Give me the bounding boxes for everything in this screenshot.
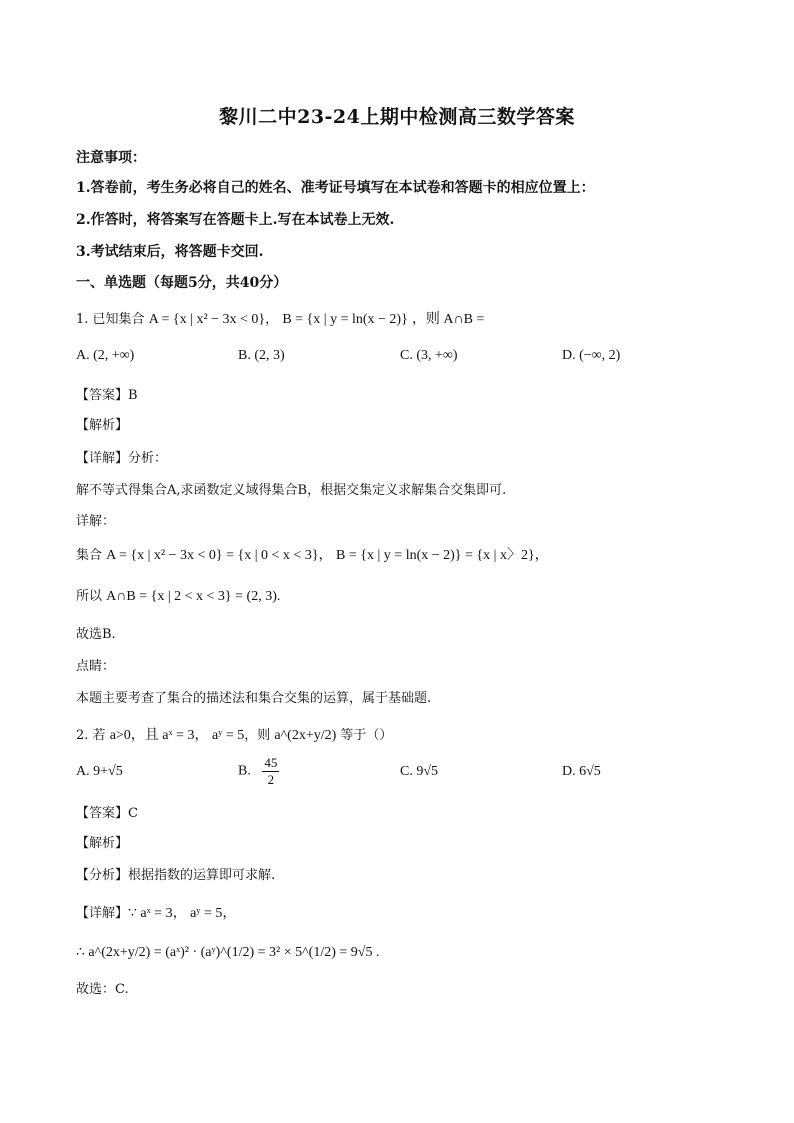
q1-comma: ，: [265, 312, 279, 327]
q1-detail-text: 解不等式得集合A,求函数定义域得集合B，根据交集定义求解集合交集即可.: [76, 483, 507, 498]
q1-line1-math: A = {x | x² − 3x < 0} = {x | 0 < x < 3}， B = {x | y = ln(x − 2)} = {x | x〉2}，: [106, 548, 549, 563]
section-heading: 一、单选题（每题5分，共40分）: [76, 275, 288, 291]
q1-option-c: C. (3, +∞): [400, 348, 458, 363]
q1-conclusion: 故选B.: [76, 627, 116, 642]
q1-answer: 【答案】B: [76, 388, 138, 403]
q2-option-b: [238, 755, 279, 788]
q1-set-a: A = {x | x² − 3x < 0}: [148, 312, 266, 327]
q2-option-b-denominator: 2: [267, 772, 275, 787]
q1-line1: [76, 544, 549, 564]
q2-stem: [76, 724, 392, 744]
page-title: 黎川二中23-24上期中检测高三数学答案: [219, 106, 575, 128]
q2-prefix: 2. 若: [76, 728, 106, 743]
q1-line2: [76, 585, 280, 605]
q1-xiangjie: 详解：: [76, 514, 116, 529]
q1-ask: ，则 A∩B =: [411, 312, 485, 327]
q1-comment-text: 本题主要考查了集合的描述法和集合交集的运算，属于基础题.: [76, 691, 432, 706]
q2-option-c: C. 9√5: [400, 764, 439, 779]
q2-answer: 【答案】C: [76, 806, 138, 821]
q1-option-b: B. (2, 3): [238, 348, 285, 363]
q1-set-b: B = {x | y = ln(x − 2)}: [282, 312, 408, 327]
q1-comment-label: 点睛：: [76, 659, 116, 674]
notice-item-3: 3.考试结束后，将答题卡交回.: [76, 244, 264, 260]
q1-analysis-label: 【解析】: [76, 418, 129, 433]
q1-option-d: D. (−∞, 2): [562, 348, 621, 363]
q1-line2-prefix: 所以: [76, 589, 103, 604]
q1-line1-prefix: 集合: [76, 548, 103, 563]
q2-ask-suffix: 等于（）: [340, 728, 393, 743]
q2-option-a: A. 9+√5: [76, 764, 123, 779]
q1-option-a: A. (2, +∞): [76, 348, 135, 363]
q2-derivation: ∴ a^(2x+y/2) = (aˣ)² · (aʸ)^(1/2) = 3² × 5^(1/2) = 9√5 .: [76, 945, 380, 960]
q2-detail-given: ∵ aˣ = 3， aʸ = 5，: [128, 906, 237, 921]
q2-analysis-label: 【解析】: [76, 836, 129, 851]
q1-prefix: 1. 已知集合: [76, 312, 145, 327]
notice-heading: 注意事项：: [76, 150, 146, 166]
notice-item-2: 2.作答时，将答案写在答题卡上.写在本试卷上无效.: [76, 212, 395, 228]
q1-detail-label: 【详解】分析：: [76, 451, 168, 466]
q1-line2-math: A∩B = {x | 2 < x < 3} = (2, 3).: [106, 589, 281, 604]
q2-option-b-label: B.: [238, 763, 251, 779]
q2-option-b-fraction: [262, 755, 279, 788]
q2-option-b-numerator: 45: [264, 755, 278, 770]
q2-detail-label: 【详解】: [76, 906, 129, 921]
q1-stem: [76, 308, 484, 328]
q2-ask-prefix: ，则: [244, 728, 271, 743]
q2-condition: a>0，且 aˣ = 3， aʸ = 5: [109, 728, 245, 743]
q2-ask-expr: a^(2x+y/2): [274, 728, 337, 743]
q2-conclusion: 故选：C.: [76, 982, 129, 997]
q2-option-d: D. 6√5: [562, 764, 601, 779]
notice-item-1: 1.答卷前，考生务必将自己的姓名、准考证号填写在本试卷和答题卡的相应位置上：: [76, 180, 595, 196]
q2-detail: [76, 902, 236, 922]
q2-analysis-text: 【分析】根据指数的运算即可求解.: [76, 868, 276, 883]
